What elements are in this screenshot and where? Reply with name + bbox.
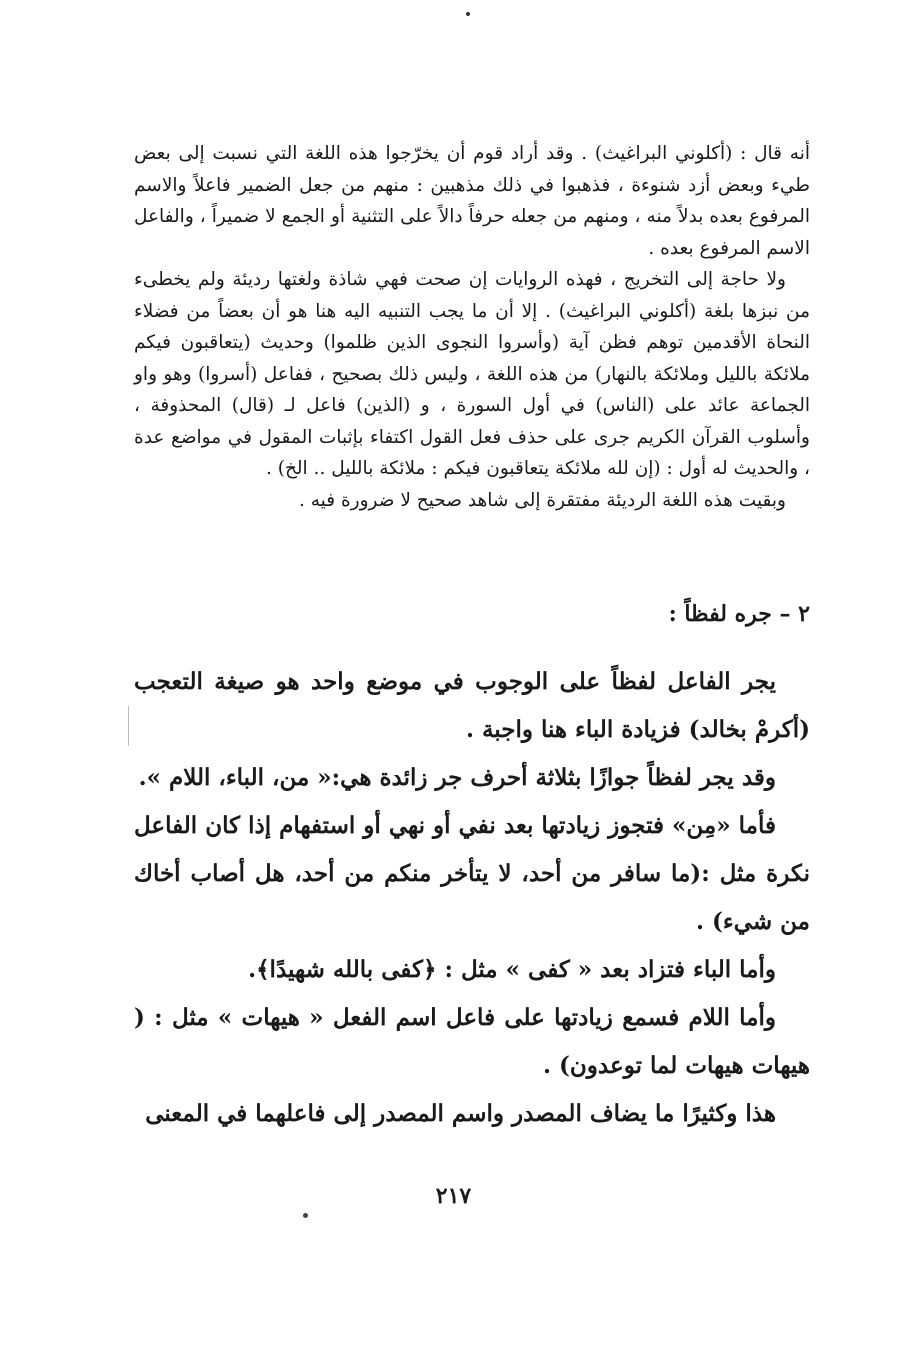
paragraph: وأما الباء فتزاد بعد « كفى » مثل : ﴿كفى بالله شهيدًا﴾. xyxy=(248,956,776,983)
paragraph: يجر الفاعل لفظاً على الوجوب في موضع واحد هو صيغة التعجب (أكرمْ بخالد) فزيادة الباء هنا واجبة . xyxy=(134,668,810,743)
section-heading: ٢ – جره لفظاً : xyxy=(668,601,810,627)
paragraph: أنه قال : (أكلوني البراغيث) . وقد أراد قوم أن يخرّجوا هذه اللغة التي نسبت إلى بعض طيء وبعض أزد شنوءة ، فذهبوا في ذلك مذهبين : منهم من جعل الضمير فاعلاً والاسم المرفوع بعده بدلاً منه ، ومنهم من جعله حرفاً دالاً على التثنية أو الجمع لا ضميراً ، والفاعل الاسم المرفوع بعده . xyxy=(134,143,810,259)
paragraph: ولا حاجة إلى التخريج ، فهذه الروايات إن صحت فهي شاذة ولغتها رديئة ولم يخطىء من نبزها بلغة (أكلوني البراغيث) . إلا أن ما يجب التنبيه اليه هنا هو أن بعضاً من فضلاء النحاة الأقدمين توهم فظن آية (وأسروا النجوى الذين ظلموا) وحديث (يتعاقبون فيكم ملائكة بالليل وملائكة بالنهار) من هذه اللغة ، وليس ذلك بصحيح ، ففاعل (أسروا) وهو واو الجماعة عائد على (الناس) في أول السورة ، و (الذين) فاعل لـ (قال) المحذوفة ، وأسلوب القرآن الكريم جرى على حذف فعل القول اكتفاء بإثبات المقول في مواضع عدة ، والحديث له أول : (إن لله ملائكة يتعاقبون فيكم : ملائكة بالليل .. الخ) . xyxy=(134,269,810,479)
paragraph: وأما اللام فسمع زيادتها على فاعل اسم الفعل « هيهات » مثل : ( هيهات هيهات لما توعدون) . xyxy=(134,1004,810,1079)
paragraph: وقد يجر لفظاً جوازًا بثلاثة أحرف جر زائدة هي:« من، الباء، اللام ». xyxy=(138,764,776,791)
page-number: ٢١٧ xyxy=(435,1183,472,1209)
ink-speck xyxy=(466,12,470,16)
paragraph: هذا وكثيرًا ما يضاف المصدر واسم المصدر إلى فاعلهما في المعنى xyxy=(145,1100,776,1127)
ink-speck xyxy=(303,1213,308,1218)
paragraph: وبقيت هذه اللغة الرديئة مفتقرة إلى شاهد صحيح لا ضرورة فيه . xyxy=(299,489,786,511)
paragraph: فأما «مِن» فتجوز زيادتها بعد نفي أو نهي أو استفهام إذا كان الفاعل نكرة مثل :(ما سافر من أحد، لا يتأخر منكم من أحد، هل أصاب أخاك من شيء) . xyxy=(134,812,810,935)
margin-mark xyxy=(128,706,129,746)
main-text-block xyxy=(134,658,810,1138)
footnote-text-block xyxy=(134,138,810,516)
